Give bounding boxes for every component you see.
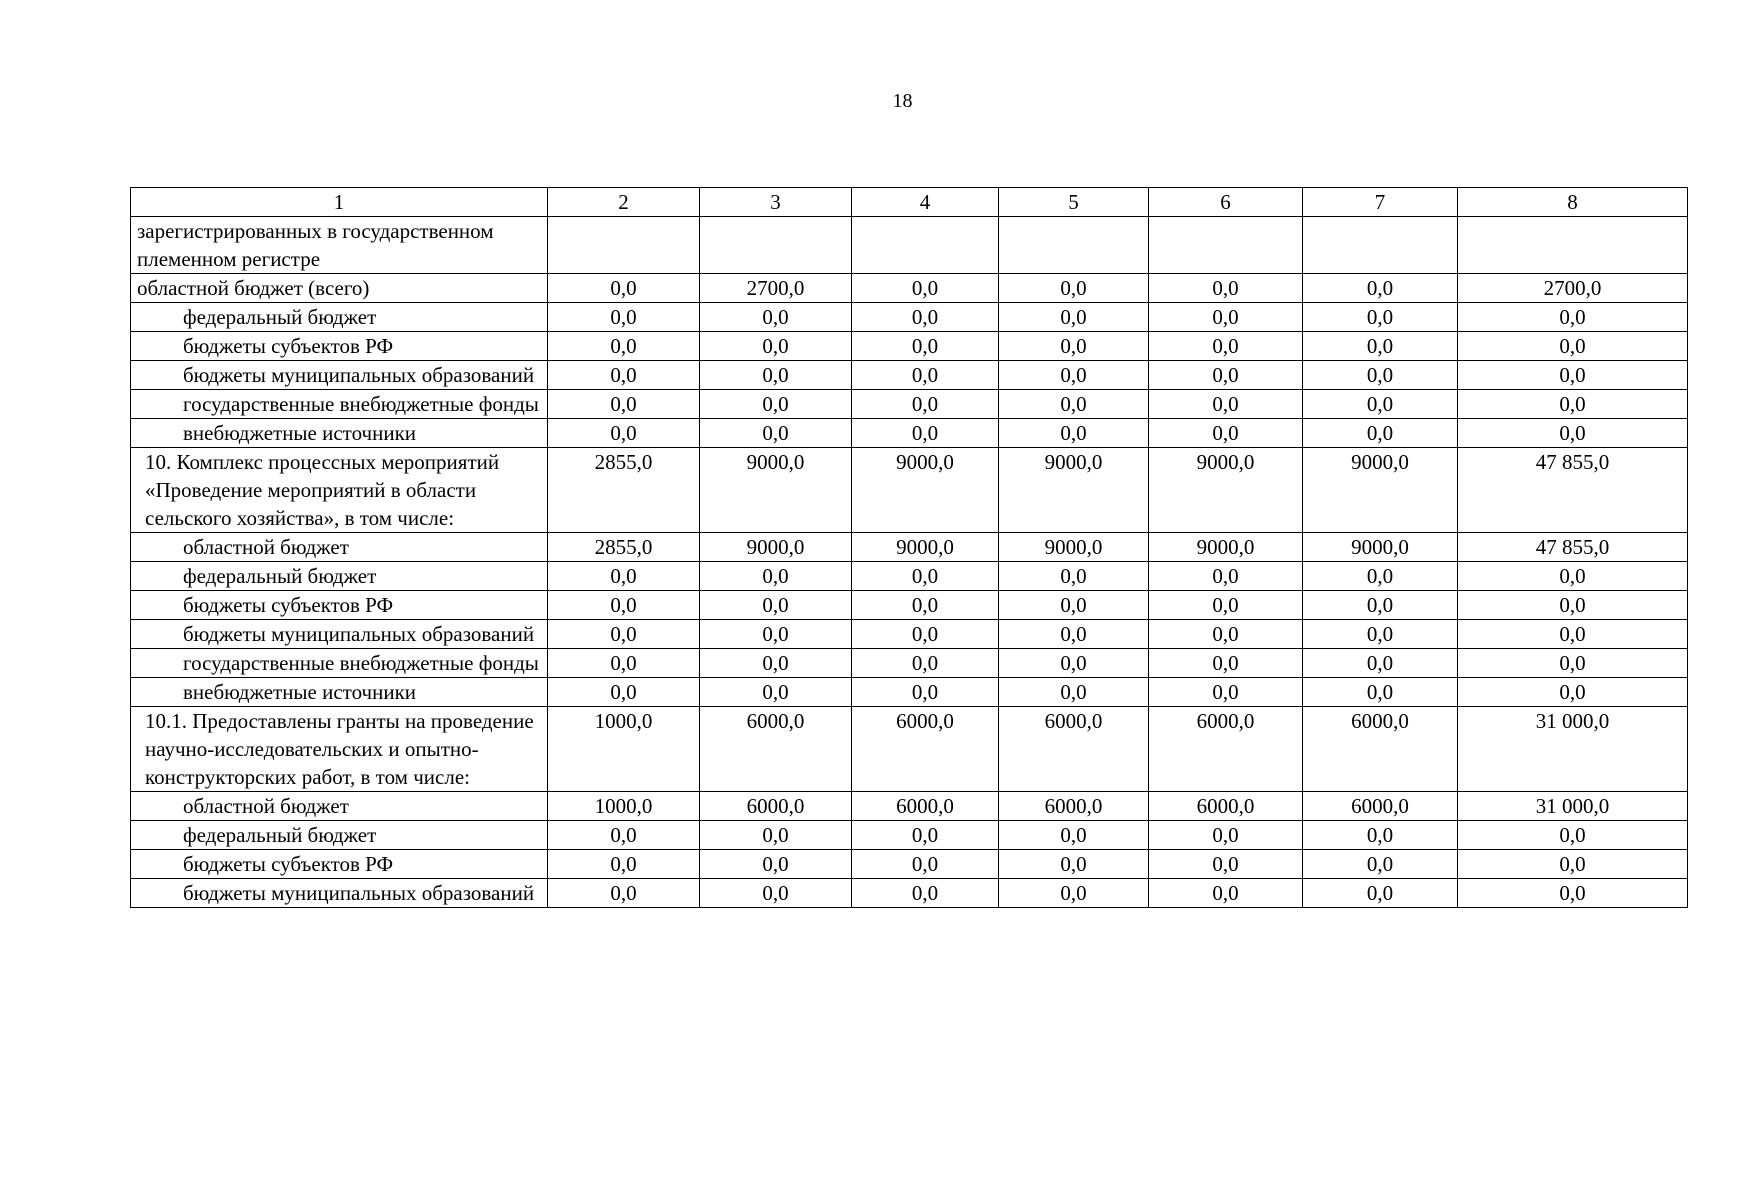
row-label: государственные внебюджетные фонды (131, 390, 548, 419)
row-label: внебюджетные источники (131, 419, 548, 448)
value-cell: 0,0 (700, 620, 852, 649)
value-cell: 0,0 (999, 390, 1149, 419)
row-label: 10. Комплекс процессных мероприятий «Проведение мероприятий в области сельского хозяйства», в том числе: (131, 448, 548, 533)
row-label: областной бюджет (всего) (131, 274, 548, 303)
value-cell: 0,0 (1149, 620, 1303, 649)
value-cell: 0,0 (1458, 303, 1688, 332)
value-cell: 9000,0 (852, 533, 999, 562)
value-cell: 6000,0 (999, 792, 1149, 821)
row-label: федеральный бюджет (131, 821, 548, 850)
value-cell: 6000,0 (1149, 707, 1303, 792)
value-cell: 0,0 (999, 361, 1149, 390)
value-cell: 6000,0 (999, 707, 1149, 792)
value-cell: 6000,0 (1303, 707, 1458, 792)
value-cell: 0,0 (1458, 419, 1688, 448)
value-cell: 0,0 (999, 678, 1149, 707)
value-cell: 9000,0 (700, 533, 852, 562)
value-cell (700, 217, 852, 274)
column-header: 4 (852, 188, 999, 217)
value-cell: 6000,0 (1149, 792, 1303, 821)
value-cell (999, 217, 1149, 274)
value-cell: 0,0 (700, 419, 852, 448)
table-row (131, 303, 1688, 332)
table-row (131, 419, 1688, 448)
row-label: областной бюджет (131, 792, 548, 821)
value-cell: 0,0 (1149, 678, 1303, 707)
value-cell: 0,0 (1458, 591, 1688, 620)
row-label: государственные внебюджетные фонды (131, 649, 548, 678)
value-cell: 9000,0 (1303, 448, 1458, 533)
value-cell: 0,0 (1149, 562, 1303, 591)
value-cell: 0,0 (700, 649, 852, 678)
column-header: 8 (1458, 188, 1688, 217)
value-cell: 0,0 (548, 591, 700, 620)
value-cell: 0,0 (1303, 620, 1458, 649)
row-label: федеральный бюджет (131, 303, 548, 332)
value-cell: 0,0 (700, 678, 852, 707)
value-cell: 6000,0 (852, 707, 999, 792)
value-cell: 0,0 (548, 562, 700, 591)
value-cell: 0,0 (700, 303, 852, 332)
column-header: 6 (1149, 188, 1303, 217)
value-cell: 0,0 (852, 361, 999, 390)
value-cell: 6000,0 (1303, 792, 1458, 821)
value-cell: 47 855,0 (1458, 533, 1688, 562)
value-cell: 0,0 (999, 303, 1149, 332)
value-cell: 0,0 (548, 390, 700, 419)
value-cell (548, 217, 700, 274)
value-cell: 0,0 (700, 361, 852, 390)
value-cell: 0,0 (1303, 879, 1458, 908)
value-cell: 0,0 (1303, 303, 1458, 332)
value-cell: 0,0 (1458, 562, 1688, 591)
value-cell: 0,0 (1149, 821, 1303, 850)
value-cell: 0,0 (1303, 850, 1458, 879)
value-cell: 0,0 (852, 620, 999, 649)
value-cell (852, 217, 999, 274)
value-cell: 0,0 (999, 620, 1149, 649)
value-cell: 0,0 (1458, 879, 1688, 908)
value-cell: 47 855,0 (1458, 448, 1688, 533)
value-cell: 0,0 (1149, 591, 1303, 620)
value-cell: 0,0 (852, 649, 999, 678)
table-row (131, 678, 1688, 707)
value-cell: 9000,0 (1303, 533, 1458, 562)
value-cell: 0,0 (852, 390, 999, 419)
table-row (131, 649, 1688, 678)
column-header: 3 (700, 188, 852, 217)
value-cell: 0,0 (852, 678, 999, 707)
value-cell: 9000,0 (1149, 448, 1303, 533)
table-row (131, 879, 1688, 908)
value-cell: 9000,0 (852, 448, 999, 533)
column-header: 7 (1303, 188, 1458, 217)
value-cell: 0,0 (548, 879, 700, 908)
value-cell: 0,0 (548, 274, 700, 303)
value-cell: 0,0 (852, 591, 999, 620)
table-row (131, 332, 1688, 361)
value-cell: 0,0 (1458, 821, 1688, 850)
value-cell: 6000,0 (852, 792, 999, 821)
table-row (131, 707, 1688, 792)
value-cell: 0,0 (548, 850, 700, 879)
table-row (131, 562, 1688, 591)
value-cell: 31 000,0 (1458, 792, 1688, 821)
value-cell: 0,0 (852, 821, 999, 850)
value-cell: 6000,0 (700, 792, 852, 821)
value-cell: 0,0 (700, 390, 852, 419)
table-row (131, 620, 1688, 649)
value-cell: 0,0 (1458, 649, 1688, 678)
value-cell: 0,0 (852, 850, 999, 879)
row-label: бюджеты субъектов РФ (131, 591, 548, 620)
value-cell: 0,0 (1149, 419, 1303, 448)
table-row (131, 390, 1688, 419)
value-cell: 0,0 (1303, 332, 1458, 361)
row-label: бюджеты муниципальных образований (131, 879, 548, 908)
row-label: 10.1. Предоставлены гранты на проведение научно-исследовательских и опытно-конструкторских работ, в том числе: (131, 707, 548, 792)
header-row (131, 188, 1688, 217)
value-cell: 0,0 (1303, 274, 1458, 303)
row-label: зарегистрированных в государственном племенном регистре (131, 217, 548, 274)
value-cell: 0,0 (700, 821, 852, 850)
value-cell: 0,0 (1458, 620, 1688, 649)
table-row (131, 533, 1688, 562)
value-cell: 31 000,0 (1458, 707, 1688, 792)
value-cell: 0,0 (1149, 361, 1303, 390)
value-cell: 0,0 (999, 879, 1149, 908)
value-cell: 0,0 (700, 850, 852, 879)
value-cell: 0,0 (999, 591, 1149, 620)
value-cell: 9000,0 (999, 533, 1149, 562)
column-header: 1 (131, 188, 548, 217)
value-cell (1149, 217, 1303, 274)
value-cell: 1000,0 (548, 792, 700, 821)
value-cell: 0,0 (999, 332, 1149, 361)
table-row (131, 792, 1688, 821)
budget-table (130, 187, 1688, 908)
value-cell: 0,0 (999, 419, 1149, 448)
row-label: областной бюджет (131, 533, 548, 562)
value-cell: 0,0 (1149, 390, 1303, 419)
value-cell: 2855,0 (548, 448, 700, 533)
value-cell: 0,0 (1149, 879, 1303, 908)
value-cell: 2700,0 (1458, 274, 1688, 303)
value-cell: 0,0 (1303, 591, 1458, 620)
table-row (131, 821, 1688, 850)
value-cell: 0,0 (700, 562, 852, 591)
page-number: 18 (892, 90, 913, 112)
value-cell: 9000,0 (1149, 533, 1303, 562)
value-cell: 0,0 (1458, 678, 1688, 707)
value-cell: 0,0 (1303, 678, 1458, 707)
value-cell: 0,0 (700, 879, 852, 908)
value-cell: 0,0 (852, 562, 999, 591)
column-header: 2 (548, 188, 700, 217)
value-cell: 0,0 (548, 678, 700, 707)
value-cell (1458, 217, 1688, 274)
table-row (131, 448, 1688, 533)
row-label: федеральный бюджет (131, 562, 548, 591)
row-label: бюджеты муниципальных образований (131, 620, 548, 649)
value-cell: 0,0 (1149, 274, 1303, 303)
value-cell: 2855,0 (548, 533, 700, 562)
table-row (131, 591, 1688, 620)
table-row (131, 361, 1688, 390)
value-cell: 9000,0 (700, 448, 852, 533)
value-cell: 0,0 (548, 649, 700, 678)
table-row (131, 274, 1688, 303)
value-cell: 0,0 (1303, 562, 1458, 591)
value-cell: 0,0 (999, 850, 1149, 879)
column-header: 5 (999, 188, 1149, 217)
value-cell (1303, 217, 1458, 274)
table-row (131, 217, 1688, 274)
value-cell: 0,0 (548, 303, 700, 332)
row-label: бюджеты муниципальных образований (131, 361, 548, 390)
value-cell: 0,0 (999, 821, 1149, 850)
value-cell: 0,0 (1458, 850, 1688, 879)
value-cell: 0,0 (548, 821, 700, 850)
value-cell: 0,0 (1458, 361, 1688, 390)
value-cell: 6000,0 (700, 707, 852, 792)
value-cell: 0,0 (1458, 332, 1688, 361)
value-cell: 0,0 (548, 419, 700, 448)
value-cell: 0,0 (548, 620, 700, 649)
value-cell: 0,0 (1149, 332, 1303, 361)
value-cell: 0,0 (852, 879, 999, 908)
row-label: бюджеты субъектов РФ (131, 850, 548, 879)
value-cell: 0,0 (1458, 390, 1688, 419)
value-cell: 0,0 (999, 649, 1149, 678)
row-label: бюджеты субъектов РФ (131, 332, 548, 361)
value-cell: 0,0 (1303, 390, 1458, 419)
value-cell: 0,0 (1303, 419, 1458, 448)
value-cell: 0,0 (852, 303, 999, 332)
value-cell: 0,0 (548, 361, 700, 390)
value-cell: 0,0 (700, 332, 852, 361)
value-cell: 0,0 (1303, 361, 1458, 390)
table-body (131, 217, 1688, 908)
value-cell: 2700,0 (700, 274, 852, 303)
value-cell: 0,0 (999, 274, 1149, 303)
value-cell: 0,0 (999, 562, 1149, 591)
value-cell: 0,0 (700, 591, 852, 620)
value-cell: 1000,0 (548, 707, 700, 792)
value-cell: 0,0 (1149, 850, 1303, 879)
value-cell: 0,0 (1303, 649, 1458, 678)
value-cell: 0,0 (1149, 649, 1303, 678)
row-label: внебюджетные источники (131, 678, 548, 707)
value-cell: 0,0 (852, 274, 999, 303)
table-row (131, 850, 1688, 879)
value-cell: 0,0 (852, 419, 999, 448)
value-cell: 0,0 (1303, 821, 1458, 850)
value-cell: 0,0 (548, 332, 700, 361)
value-cell: 9000,0 (999, 448, 1149, 533)
value-cell: 0,0 (852, 332, 999, 361)
value-cell: 0,0 (1149, 303, 1303, 332)
